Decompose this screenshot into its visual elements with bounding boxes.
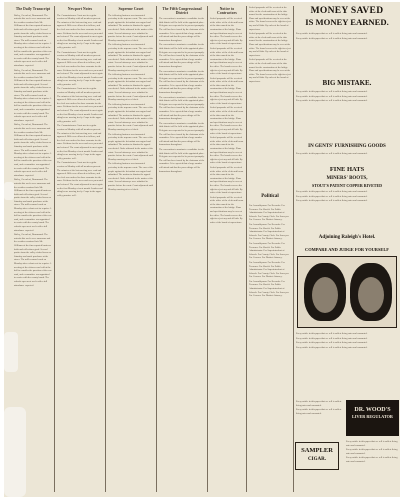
shoe-illustration — [297, 256, 397, 328]
ad-body: Every article in this paper that we sell is sold at living rates and warranted. — [346, 448, 398, 455]
column-1 — [14, 6, 52, 492]
column-5 — [210, 6, 244, 492]
column-2-title: Newport Notes — [67, 7, 93, 11]
dr-wood-ad — [346, 400, 399, 436]
column-2-text: The Commissioners Court met in regular session on Monday with all members present. The minutes of the last meeting were read and approved. Bills were allowed as follows, and the clerk was ordered to draw warrants for the same. Petitions for the new road were presented and referred. The court adjourned to meet again on the first Monday of next month. Lumber and shingles are moving freely. Crops in the upper valley promise well. — [57, 161, 103, 197]
political-listings — [249, 204, 291, 492]
ad-body: Every article in this paper that we sell is sold at living rates and warranted. — [296, 99, 368, 103]
column-5-title: Notice to Contractors — [217, 7, 237, 15]
compare-heading: COMPARE AND JUDGE FOR YOURSELF — [305, 247, 389, 252]
big-mistake-heading: BIG MISTAKE. — [322, 79, 372, 87]
column-3-text: The following business was transacted yesterday in the supreme court. The case of the people against the defendant was argued and submitted. The motion to dismiss the appeal was denied. Order affirmed in the matter of the estate. Several attorneys were admitted to practice before the court. Court adjourned until Monday morning at ten o'clock. — [108, 132, 154, 161]
column-2-text: The Commissioners Court met in regular session on Monday with all members present. The minutes of the last meeting were read and approved. Bills were allowed as follows, and the clerk was ordered to draw warrants for the same. Petitions for the new road were presented and referred. The court adjourned to meet again on the first Monday of next month. Lumber and shingles are moving freely. Crops in the upper valley promise well. — [57, 87, 103, 123]
column-5-text: Sealed proposals will be received at the office of the clerk until noon of the date named for the construction of the bridge. Plans and specifications may be seen at the office. The board reserves the right to reject any and all bids. By order of the board of supervisors. — [210, 165, 244, 195]
money-saved-headline: MONEY SAVED — [310, 6, 384, 16]
ad-text-1 — [296, 32, 398, 76]
column-3-text: The following business was transacted yesterday in the supreme court. The case of the people against the defendant was argued and submitted. The motion to dismiss the appeal was denied. Order affirmed in the matter of the estate. Several attorneys were admitted to practice before the court. Court adjourned until Monday morning at ten o'clock. — [108, 73, 154, 102]
column-rule — [293, 6, 294, 492]
ad-text-4 — [296, 190, 398, 230]
ad-body: Every article in this paper that we sell is sold at living rates and warranted. — [296, 400, 342, 407]
sampler-title: SAMPLER — [301, 447, 333, 454]
column-2-text: The Commissioners Court met in regular session on Monday with all members present. The minutes of the last meeting were read and approved. Bills were allowed as follows, and the clerk was ordered to draw warrants for the same. Petitions for the new road were presented and referred. The court adjourned to meet again on the first Monday of next month. Lumber and shingles are moving freely. Crops in the upper valley promise well. — [57, 13, 103, 49]
column-4-text: The convention to nominate a candidate for the fifth district will be held at the appointed place. Delegates are requested to be present promptly. The call has been issued by the chairman of the committee. It is expected that a large number will attend and that the proceedings will be harmonious throughout. — [159, 17, 205, 42]
political-text: For Assemblyman. For Recorder. For Treasurer. For Sheriff. For Public Administrator. For Superintendent of Schools. For County Clerk. For Surveyor. For Coroner. For District Attorney. — [249, 222, 289, 241]
shoe-left-sole — [312, 277, 338, 313]
political-text: For Assemblyman. For Recorder. For Treasurer. For Sheriff. For Public Administrator. For Superintendent of Schools. For County Clerk. For Surveyor. For Coroner. For District Attorney. — [249, 260, 289, 279]
column-rule — [54, 6, 55, 492]
column-1-text: Bailey, Greenleaf, Drummond. The arrivals this week were numerous and the weather remained fair. Mr. Williams of the firm reported business brisk and collections good. Several parties from the valley visited town on Saturday and made purchases at the stores. The mill resumed work on Monday after a short rest for repairs. A meeting of the citizens was held at the hall to consider the question of the new road, and a committee was appointed to confer with the county board. The schools open next week with a full attendance expected. — [14, 178, 52, 232]
political-text: For Assemblyman. For Recorder. For Treasurer. For Sheriff. For Public Administrator. For Superintendent of Schools. For County Clerk. For Surveyor. For Coroner. For District Attorney. — [249, 279, 289, 298]
column-4-text: The convention to nominate a candidate for the fifth district will be held at the appointed place. Delegates are requested to be present promptly. The call has been issued by the chairman of the committee. It is expected that a large number will attend and that the proceedings will be harmonious throughout. — [159, 69, 205, 95]
column-6-text: Sealed proposals will be received at the office of the clerk until noon of the date named for the construction of the bridge. Plans and specifications may be seen at the office. The board reserves the right to reject any and all bids. By order of the board of supervisors. — [249, 6, 291, 31]
ad-body: Every article in this paper that we sell is sold at living rates and warranted. — [296, 194, 368, 198]
ad-body: Every article in this paper that we sell is sold at living rates and warranted. — [346, 456, 398, 463]
political-text: For Assemblyman. For Recorder. For Treasurer. For Sheriff. For Public Administrator. For Superintendent of Schools. For County Clerk. For Surveyor. For Coroner. For District Attorney. — [249, 204, 289, 222]
column-5-text: Sealed proposals will be received at the office of the clerk until noon of the date named for the construction of the bridge. Plans and specifications may be seen at the office. The board reserves the right to reject any and all bids. By order of the board of supervisors. — [210, 195, 244, 224]
column-rule — [105, 6, 106, 492]
column-4-text: The convention to nominate a candidate for the fifth district will be held at the appointed place. Delegates are requested to be present promptly. The call has been issued by the chairman of the committee. It is expected that a large number will attend and that the proceedings will be harmonious throughout. — [159, 43, 205, 68]
shoe-right-sole — [358, 277, 384, 313]
column-rule — [207, 6, 208, 492]
column-5-text: Sealed proposals will be received at the office of the clerk until noon of the date named for the construction of the bridge. Plans and specifications may be seen at the office. The board reserves the right to reject any and all bids. By order of the board of supervisors. — [210, 136, 244, 165]
money-earned-headline: IS MONEY EARNED. — [305, 17, 389, 27]
political-heading: Political — [261, 194, 279, 199]
ad-body: Every article in this paper that we sell is sold at living rates and warranted. — [296, 152, 368, 155]
political-text: For Assemblyman. For Recorder. For Treasurer. For Sheriff. For Public Administrator. For Superintendent of Schools. For County Clerk. For Surveyor. For Coroner. For District Attorney. — [249, 241, 289, 260]
ad-text-5 — [296, 332, 398, 396]
dr-wood-subtitle: LIVER REGULATOR — [352, 414, 393, 419]
ad-body: Every article in this paper that we sell is sold at living rates and warranted. — [296, 332, 368, 335]
column-6-text: Sealed proposals will be received at the office of the clerk until noon of the date named for the construction of the bridge. Plans and specifications may be seen at the office. The board reserves the right to reject any and all bids. By order of the board of supervisors. — [249, 32, 291, 57]
column-4-text: The convention to nominate a candidate for the fifth district will be held at the appointed place. Delegates are requested to be present promptly. The call has been issued by the chairman of the committee. It is expected that a large number will attend and that the proceedings will be harmonious throughout. — [159, 121, 205, 147]
column-1-text: Bailey, Greenleaf, Drummond. The arrivals this week were numerous and the weather remained fair. Mr. Williams of the firm reported business brisk and collections good. Several parties from the valley visited town on Saturday and made purchases at the stores. The mill resumed work on Monday after a short rest for repairs. A meeting of the citizens was held at the hall to consider the question of the new road, and a committee was appointed to confer with the county board. The schools open next week with a full attendance expected. — [14, 233, 52, 287]
ad-body: Every article in this paper that we sell is sold at living rates and warranted. — [296, 336, 368, 340]
ad-body: Every article in this paper that we sell is sold at living rates and warranted. — [346, 440, 398, 447]
ad-body: Every article in this paper that we sell is sold at living rates and warranted. — [296, 408, 342, 415]
paper-tear — [4, 182, 14, 200]
column-3-text: The following business was transacted yesterday in the supreme court. The case of the people against the defendant was argued and submitted. The motion to dismiss the appeal was denied. Order affirmed in the matter of the estate. Several attorneys were admitted to practice before the court. Court adjourned until Monday morning at ten o'clock. — [108, 102, 154, 131]
ad-body: Every article in this paper that we sell is sold at living rates and warranted. — [296, 32, 368, 35]
stouts-heading: STOUT'S PATENT COPPER RIVETED — [311, 183, 383, 188]
column-4-title: The Fifth Congressional District — [162, 7, 202, 15]
column-1-text: Bailey, Greenleaf, Drummond. The arrivals this week were numerous and the weather remained fair. Mr. Williams of the firm reported business brisk and collections good. Several parties from the valley visited town on Saturday and made purchases at the stores. The mill resumed work on Monday after a short rest for repairs. A meeting of the citizens was held at the hall to consider the question of the new road, and a committee was appointed to confer with the county board. The schools open next week with a full attendance expected. — [14, 123, 52, 177]
column-1-title: The Daily Transcript — [15, 7, 51, 11]
cigar-label: CIGAR. — [308, 457, 326, 462]
ad-body: Every article in this paper that we sell is sold at living rates and warranted. — [296, 36, 368, 40]
fine-hats-heading: FINE HATS — [329, 166, 365, 173]
column-2-text: The Commissioners Court met in regular session on Monday with all members present. The minutes of the last meeting were read and approved. Bills were allowed as follows, and the clerk was ordered to draw warrants for the same. Petitions for the new road were presented and referred. The court adjourned to meet again on the first Monday of next month. Lumber and shingles are moving freely. Crops in the upper valley promise well. — [57, 124, 103, 160]
column-3-text: The following business was transacted yesterday in the supreme court. The case of the people against the defendant was argued and submitted. The motion to dismiss the appeal was denied. Order affirmed in the matter of the estate. Several attorneys were admitted to practice before the court. Court adjourned until Monday morning at ten o'clock. — [108, 162, 154, 191]
column-4-text: The convention to nominate a candidate for the fifth district will be held at the appointed place. Delegates are requested to be present promptly. The call has been issued by the chairman of the committee. It is expected that a large number will attend and that the proceedings will be harmonious throughout. — [159, 147, 205, 173]
column-6-text: Sealed proposals will be received at the office of the clerk until noon of the date named for the construction of the bridge. Plans and specifications may be seen at the office. The board reserves the right to reject any and all bids. By order of the board of supervisors. — [249, 58, 291, 83]
column-3-title: Supreme Court — [118, 7, 144, 11]
ad-body: Every article in this paper that we sell is sold at living rates and warranted. — [296, 345, 368, 349]
ad-body: Every article in this paper that we sell is sold at living rates and warranted. — [296, 90, 368, 93]
ad-text-2 — [296, 90, 398, 140]
column-rule — [156, 6, 157, 492]
furnishing-heading: IN GENTS' FURNISHING GOODS — [308, 144, 386, 149]
column-2 — [57, 6, 103, 492]
column-1-text: Bailey, Greenleaf, Drummond. The arrivals this week were numerous and the weather remained fair. Mr. Williams of the firm reported business brisk and collections good. Several parties from the valley visited town on Saturday and made purchases at the stores. The mill resumed work on Monday after a short rest for repairs. A meeting of the citizens was held at the hall to consider the question of the new road, and a committee was appointed to confer with the county board. The schools open next week with a full attendance expected. — [14, 68, 52, 122]
adjoining-heading: Adjoining Raleigh's Hotel. — [318, 235, 376, 240]
column-5-text: Sealed proposals will be received at the office of the clerk until noon of the date named for the construction of the bridge. Plans and specifications may be seen at the office. The board reserves the right to reject any and all bids. By order of the board of supervisors. — [210, 17, 244, 46]
ad-text-7 — [346, 440, 398, 492]
column-4 — [159, 6, 205, 492]
ad-body: Every article in this paper that we sell is sold at living rates and warranted. — [296, 341, 368, 345]
ad-text-3 — [296, 152, 398, 164]
column-3 — [108, 6, 154, 492]
ad-body: Every article in this paper that we sell is sold at living rates and warranted. — [296, 190, 368, 193]
column-5-text: Sealed proposals will be received at the office of the clerk until noon of the date named for the construction of the bridge. Plans and specifications may be seen at the office. The board reserves the right to reject any and all bids. By order of the board of supervisors. — [210, 46, 244, 76]
ad-body: Every article in this paper that we sell is sold at living rates and warranted. — [296, 94, 368, 98]
column-5-text: Sealed proposals will be received at the office of the clerk until noon of the date named for the construction of the bridge. Plans and specifications may be seen at the office. The board reserves the right to reject any and all bids. By order of the board of supervisors. — [210, 76, 244, 105]
dr-wood-title: DR. WOOD'S — [354, 407, 391, 413]
column-3-text: The following business was transacted yesterday in the supreme court. The case of the people against the defendant was argued and submitted. The motion to dismiss the appeal was denied. Order affirmed in the matter of the estate. Several attorneys were admitted to practice before the court. Court adjourned until Monday morning at ten o'clock. — [108, 13, 154, 42]
column-2-text: The Commissioners Court met in regular session on Monday with all members present. The minutes of the last meeting were read and approved. Bills were allowed as follows, and the clerk was ordered to draw warrants for the same. Petitions for the new road were presented and referred. The court adjourned to meet again on the first Monday of next month. Lumber and shingles are moving freely. Crops in the upper valley promise well. — [57, 50, 103, 86]
column-4-text: The convention to nominate a candidate for the fifth district will be held at the appointed place. Delegates are requested to be present promptly. The call has been issued by the chairman of the committee. It is expected that a large number will attend and that the proceedings will be harmonious throughout. — [159, 95, 205, 121]
column-5-text: Sealed proposals will be received at the office of the clerk until noon of the date named for the construction of the bridge. Plans and specifications may be seen at the office. The board reserves the right to reject any and all bids. By order of the board of supervisors. — [210, 106, 244, 135]
ad-body: Every article in this paper that we sell is sold at living rates and warranted. — [296, 199, 368, 203]
column-3-text: The following business was transacted yesterday in the supreme court. The case of the people against the defendant was argued and submitted. The motion to dismiss the appeal was denied. Order affirmed in the matter of the estate. Several attorneys were admitted to practice before the court. Court adjourned until Monday morning at ten o'clock. — [108, 43, 154, 72]
ad-text-6 — [296, 400, 344, 440]
newspaper-page — [4, 2, 400, 497]
column-1-text: Bailey, Greenleaf, Drummond. The arrivals this week were numerous and the weather remained fair. Mr. Williams of the firm reported business brisk and collections good. Several parties from the valley visited town on Saturday and made purchases at the stores. The mill resumed work on Monday after a short rest for repairs. A meeting of the citizens was held at the hall to consider the question of the new road, and a committee was appointed to confer with the county board. The schools open next week with a full attendance expected. — [14, 13, 52, 67]
miners-boots-heading: MINERS' BOOTS, — [326, 176, 368, 181]
sampler-ad — [295, 442, 339, 470]
column-rule — [246, 6, 247, 492]
